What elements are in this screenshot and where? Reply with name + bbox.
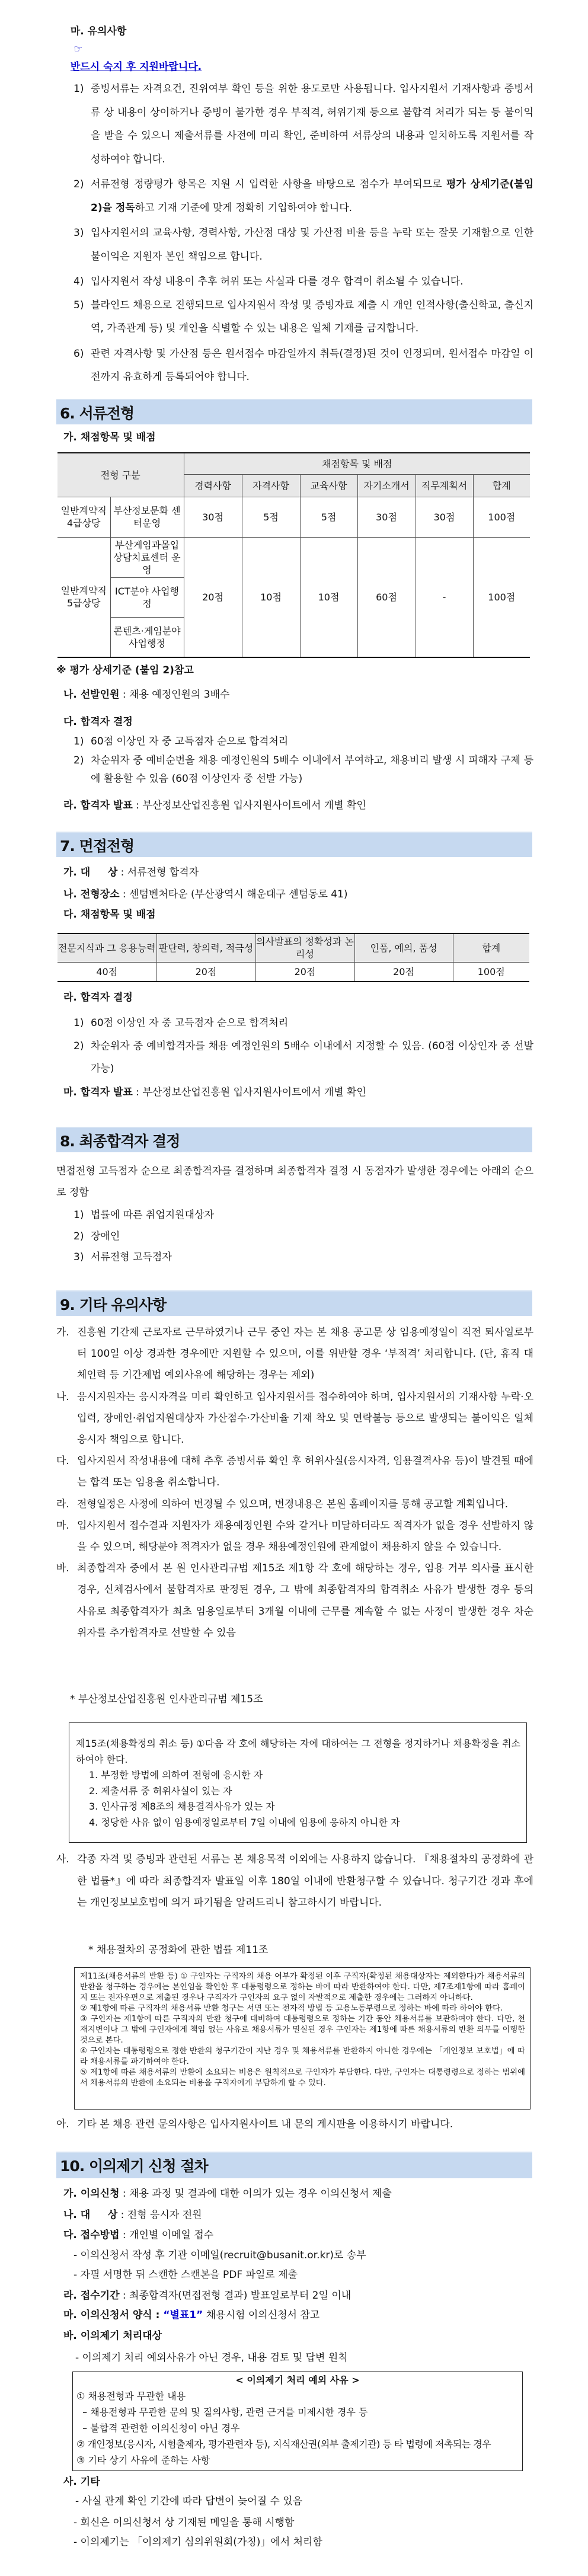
interview-target: 가. 대 상 : 서류전형 합격자 — [63, 867, 199, 878]
interview-announce: 마. 합격자 발표 : 부산정보산업진흥원 입사지원사이트에서 개별 확인 — [63, 1086, 366, 1098]
selection-count: 나. 선발인원 : 채용 예정인원의 3배수 — [63, 689, 230, 701]
evaluation-note: ※ 평가 상세기준 (붙임 2)참고 — [56, 664, 194, 676]
table-header: 전형 구분 — [57, 453, 184, 497]
table-row: 40점 20점 20점 20점 100점 — [57, 962, 529, 982]
etc-item: - 이의제기는 「이의제기 심의위원회(가칭)」에서 처리함 — [74, 2536, 322, 2548]
list-item: 3) 입사지원서의 교육사항, 경력사항, 가산점 대상 및 가산점 비율 등을 누락 또는 잘못 기재함으로 인한 불이익은 지원자 본인 책임으로 합니다. — [74, 227, 533, 263]
rule15-box: 제15조(채용확정의 취소 등) ①다음 각 호에 해당하는 자에 대하여는 그 전형을 정지하거나 채용확정을 취소하여야 한다. 1. 부정한 방법에 의하여 전형에 응시한 자 2. 제출서류 중 허위사실이 있는 자 3. 인사규정 제8조의 채용결격사유가 있는 자 4. 정당한 사유 없이 임용예정일로부터 7일 이내에 임용에 응하지 아니한 자 — [69, 1722, 527, 1843]
method-item: - 자필 서명한 뒤 스캔한 스캔본을 PDF 파일로 제출 — [74, 2269, 298, 2281]
pass-announce: 라. 합격자 발표 : 부산정보산업진흥원 입사지원사이트에서 개별 확인 — [63, 800, 366, 811]
list-item: 2) 차순위자 중 예비순번을 채용 예정인원의 5배수 이내에서 부여하고, 채용비리 발생 시 피해자 구제 등에 활용할 수 있음 (60점 이상인자 중 선발 가능) — [74, 754, 533, 785]
tie-break-list — [74, 1205, 533, 1268]
exceptions-box: < 이의제기 처리 예외 사유 > ① 채용전형과 무관한 내용 – 채용전형과 무관한 문의 및 질의사항, 관련 근거를 미제시한 경우 등 – 불합격 관련한 이의신청이 아닌 경우 ② 개인정보(응시자, 시험출제자, 평가관련자 등), 지식재산권(외부 출제기관) 등 타 법령에 저촉되는 경우 ③ 기타 상기 사유에 준하는 사항 — [72, 2372, 523, 2471]
etc-item: - 회신은 이의신청서 상 기재된 메일을 통해 시행함 — [74, 2517, 295, 2529]
list-item: 2) 차순위자 중 예비합격자를 채용 예정인원의 5배수 이내에서 지정할 수 있음. (60점 이상인자 중 선발 가능) — [74, 1040, 533, 1075]
table-header: 자격사항 — [242, 474, 300, 497]
list-item: 4) 입사지원서 작성 내용이 추후 허위 또는 사실과 다를 경우 합격이 취소될 수 있습니다. — [74, 276, 464, 287]
list-item: 6) 관련 자격사항 및 가산점 등은 원서접수 마감일까지 취득(결정)된 것이 인정되며, 원서접수 마감일 이전까지 유효하게 등록되어야 합니다. — [74, 347, 533, 383]
table-header: 인품, 예의, 품성 — [354, 934, 453, 962]
interview-scoring-heading: 다. 채점항목 및 배점 — [63, 909, 156, 921]
interview-decision-heading: 라. 합격자 결정 — [63, 992, 133, 1003]
inquiry-notice: 아. 기타 본 채용 관련 문의사항은 입사지원사이트 내 문의 게시판을 이용하시기 바랍니다. — [56, 2118, 453, 2130]
table-header: 의사발표의 정확성과 논리성 — [255, 934, 354, 962]
objection-target: 나. 대 상 : 전형 응시자 전원 — [63, 2209, 202, 2221]
etc-item: - 사실 관계 확인 기간에 따라 답변이 늦어질 수 있음 — [75, 2495, 303, 2507]
list-item: 2) 장애인 — [74, 1230, 120, 1242]
section-10-header: 10. 이의제기 신청 절차 — [56, 2152, 532, 2178]
section-6-header: 6. 서류전형 — [56, 399, 532, 424]
list-item: 1) 60점 이상인 자 중 고득점자 순으로 합격처리 — [74, 736, 289, 747]
list-item: 가. 진흥원 기간제 근로자로 근무하였거나 근무 중인 자는 본 채용 공고문 상 임용예정일이 직전 퇴사일로부터 100일 이상 경과한 경우에만 지원할 수 있으며, 이를 위반할 경우 ‘부적격’ 처리합니다. (단, 휴직 대체인력 등 기간제법 예외사유에 해당하는 경우는 제외) — [56, 1327, 533, 1382]
table-header: 전문지식과 그 응용능력 — [57, 934, 156, 962]
table-header: 채점항목 및 배점 — [184, 453, 530, 474]
appendix-1-link[interactable]: “별표1” — [163, 2309, 203, 2321]
list-item: 다. 입사지원서 작성내용에 대해 추후 증빙서류 확인 후 허위사실(응시자격, 임용결격사유 등)이 발견될 때에는 합격 또는 임용을 취소합니다. — [56, 1455, 533, 1489]
table-header: 직무계획서 — [416, 474, 473, 497]
table-header: 합계 — [453, 934, 529, 962]
objection-apply: 가. 이의신청 : 채용 과정 및 결과에 대한 이의가 있는 경우 이의신청서 제출 — [63, 2188, 392, 2200]
table-row: 일반계약직 5급상당 부산게임과몰입 상담치료센터 운영 20점 10점 10점 60점 - 100점 — [57, 537, 530, 577]
section-7-header: 7. 면접전형 — [56, 832, 532, 857]
method-item: - 이의신청서 작성 후 기관 이메일(recruit@busanit.or.kr)로 송부 — [74, 2249, 366, 2261]
interview-venue: 나. 전형장소 : 센텀벤처타운 (부산광역시 해운대구 센텀동로 41) — [63, 889, 348, 900]
objection-scope-heading: 바. 이의제기 처리대상 — [63, 2330, 162, 2342]
list-item: 5) 블라인드 채용으로 진행되므로 입사지원서 작성 및 증빙자료 제출 시 개인 인적사항(출신학교, 출신지역, 가족관계 등) 및 개인을 식별할 수 있는 내용은 일체 기재를 금지합니다. — [74, 299, 533, 334]
objection-method: 다. 접수방법 : 개인별 이메일 접수 — [63, 2229, 214, 2241]
table-header: 판단력, 창의력, 적극성 — [156, 934, 255, 962]
interview-decision-list — [74, 1012, 533, 1081]
section-8-header: 8. 최종합격자 결정 — [56, 1127, 532, 1152]
objection-form: 마. 이의신청서 양식 : “별표1” 채용시험 이의신청서 참고 — [63, 2309, 320, 2321]
final-decision-paragraph: 면접전형 고득점자 순으로 최종합격자를 결정하며 최종합격자 결정 시 동점자가 발생한 경우에는 아래의 순으로 정함 — [56, 1165, 533, 1198]
list-item: 바. 최종합격자 중에서 본 원 인사관리규범 제15조 제1항 각 호에 해당하는 경우, 임용 거부 의사를 표시한 경우, 신체검사에서 불합격자로 판정된 경우, 그 밖에 최종합격자의 합격취소 사유가 발생한 경우 등의 사유로 최종합격자가 최초 임용일로부터 3개월 이내에 근무를 계속할 수 없는 사정이 발생한 경우 차순위자를 추가합격자로 선발할 수 있음 — [56, 1562, 533, 1639]
other-notes-list — [56, 1322, 533, 1644]
scope-item: - 이의제기 처리 예외사유가 아닌 경우, 내용 검토 및 답변 원칙 — [75, 2352, 348, 2364]
table-header: 경력사항 — [184, 474, 242, 497]
law11-box: 제11조(채용서류의 반환 등) ① 구인자는 구직자의 채용 여부가 확정된 이후 구직자(확정된 채용대상자는 제외한다)가 채용서류의 반환을 청구하는 경우에는 본인임을 확인한 후 대통령령으로 정하는 바에 따라 반환하여야 한다. 다만, 제7조제1항에 따라 홈페이지 또는 전자우편으로 제출된 경우나 구직자가 구인자의 요구 없이 자발적으로 제출한 경우에는 그러하지 아니하다. ② 제1항에 따른 구직자의 채용서류 반환 청구는 서면 또는 전자적 방법 등 고용노동부령으로 정하는 바에 따라 하여야 한다. ③ 구인자는 제1항에 따른 구직자의 반환 청구에 대비하여 대통령령으로 정하는 기간 동안 채용서류를 보관하여야 한다. 다만, 천재지변이나 그 밖에 구인자에게 책임 없는 사유로 채용서류가 멸실된 경우 구인자는 제1항에 따른 채용서류의 반환 의무를 이행한 것으로 본다. ④ 구인자는 대통령령으로 정한 반환의 청구기간이 지난 경우 및 채용서류를 반환하지 아니한 경우에는 「개인정보 보호법」에 따라 채용서류를 파기하여야 한다. ⑤ 제1항에 따른 채용서류의 반환에 소요되는 비용은 원칙적으로 구인자가 부담한다. 다만, 구인자는 대통령령으로 정하는 범위에서 채용서류의 반환에 소요되는 비용을 구직자에게 부담하게 할 수 있다. — [74, 1967, 531, 2110]
law11-note: * 채용절차의 공정화에 관한 법률 제11조 — [88, 1944, 269, 1956]
objection-period: 라. 접수기간 : 최종합격자(면접전형 결과) 발표일로부터 2일 이내 — [63, 2290, 351, 2302]
notice-heading: 마. 유의사항 ☞ 반드시 숙지 후 지원바랍니다. — [70, 25, 202, 73]
hand-pointer-icon: ☞ — [70, 43, 83, 55]
list-item: 1) 60점 이상인 자 중 고득점자 순으로 합격처리 — [74, 1017, 289, 1029]
notice-list — [74, 78, 533, 389]
pass-decision-list — [74, 733, 533, 789]
pass-decision-heading: 다. 합격자 결정 — [63, 716, 133, 728]
document-return-notice: 사. 각종 자격 및 증빙과 관련된 서류는 본 채용목적 이외에는 사용하지 않습니다. 『채용절차의 공정화에 관한 법률*』에 따라 최종합격자 발표일 이후 180일 이내에 반환청구할 수 있습니다. 청구기간 경과 후에는 개인정보보호법에 의거 파기됨을 알려드리니 참고하시기 바랍니다. — [56, 1853, 533, 1909]
rule15-note: * 부산정보산업진흥원 인사관리규범 제15조 — [70, 1693, 263, 1705]
etc-heading: 사. 기타 — [63, 2476, 100, 2488]
document-scoring-table: 전형 구분 채점항목 및 배점 경력사항 자격사항 교육사항 자기소개서 직무계획서 합계 일반계약직 4급상당 부산정보문화 센터운영 30점 5점 5점 30점 30점 100점 일반계약직 5급상당 부산게임과몰입 상담치료센터 운영 20점 10점 10점 60점 - 100점 ICT분야 사업행정 콘텐츠·게임분야 사업행정 — [57, 452, 530, 658]
notice-link[interactable]: 반드시 숙지 후 지원바랍니다. — [70, 61, 202, 73]
section-6-scoring-heading: 가. 채점항목 및 배점 — [63, 432, 156, 443]
table-row: 일반계약직 4급상당 부산정보문화 센터운영 30점 5점 5점 30점 30점 100점 — [57, 497, 530, 537]
list-item: 3) 서류전형 고득점자 — [74, 1251, 172, 1263]
list-item: 1) 법률에 따른 취업지원대상자 — [74, 1209, 214, 1221]
list-item: 1) 증빙서류는 자격요건, 진위여부 확인 등을 위한 용도로만 사용됩니다. 입사지원서 기재사항과 증빙서류 상 내용이 상이하거나 증빙이 불가한 경우 부적격, 허위기재 등으로 불합격 처리가 되는 등 불이익을 받을 수 있으니 제출서류를 사전에 미리 확인, 준비하여 서류상의 내용과 일치하도록 지원서를 작성하여야 합니다. — [74, 83, 533, 165]
section-9-header: 9. 기타 유의사항 — [56, 1290, 532, 1316]
list-item: 2) 서류전형 정량평가 항목은 지원 시 입력한 사항을 바탕으로 점수가 부여되므로 평가 상세기준(붙임 2)을 정독하고 기재 기준에 맞게 정확히 기입하여야 합니다. — [74, 178, 533, 214]
table-header: 자기소개서 — [357, 474, 416, 497]
list-item: 마. 입사지원서 접수결과 지원자가 채용예정인원 수와 같거나 미달하더라도 적격자가 없을 경우 선발하지 않을 수 있으며, 해당분야 적격자가 없을 경우 채용예정인원에 관계없이 채용하지 않을 수 있습니다. — [56, 1519, 533, 1554]
table-header: 교육사항 — [300, 474, 357, 497]
interview-scoring-table — [57, 933, 529, 982]
list-item: 나. 응시지원자는 응시자격을 미리 확인하고 입사지원서를 접수하여야 하며, 입사지원서의 기재사항 누락·오입력, 장애인·취업지원대상자 가산점수·가산비율 기재 착오 및 연락불능 등으로 발생되는 불이익은 일체 응시자 책임으로 합니다. — [56, 1391, 533, 1446]
list-item: 라. 전형일정은 사정에 의하여 변경될 수 있으며, 변경내용은 본원 홈페이지를 통해 공고할 계획입니다. — [56, 1498, 509, 1510]
table-header: 합계 — [473, 474, 530, 497]
